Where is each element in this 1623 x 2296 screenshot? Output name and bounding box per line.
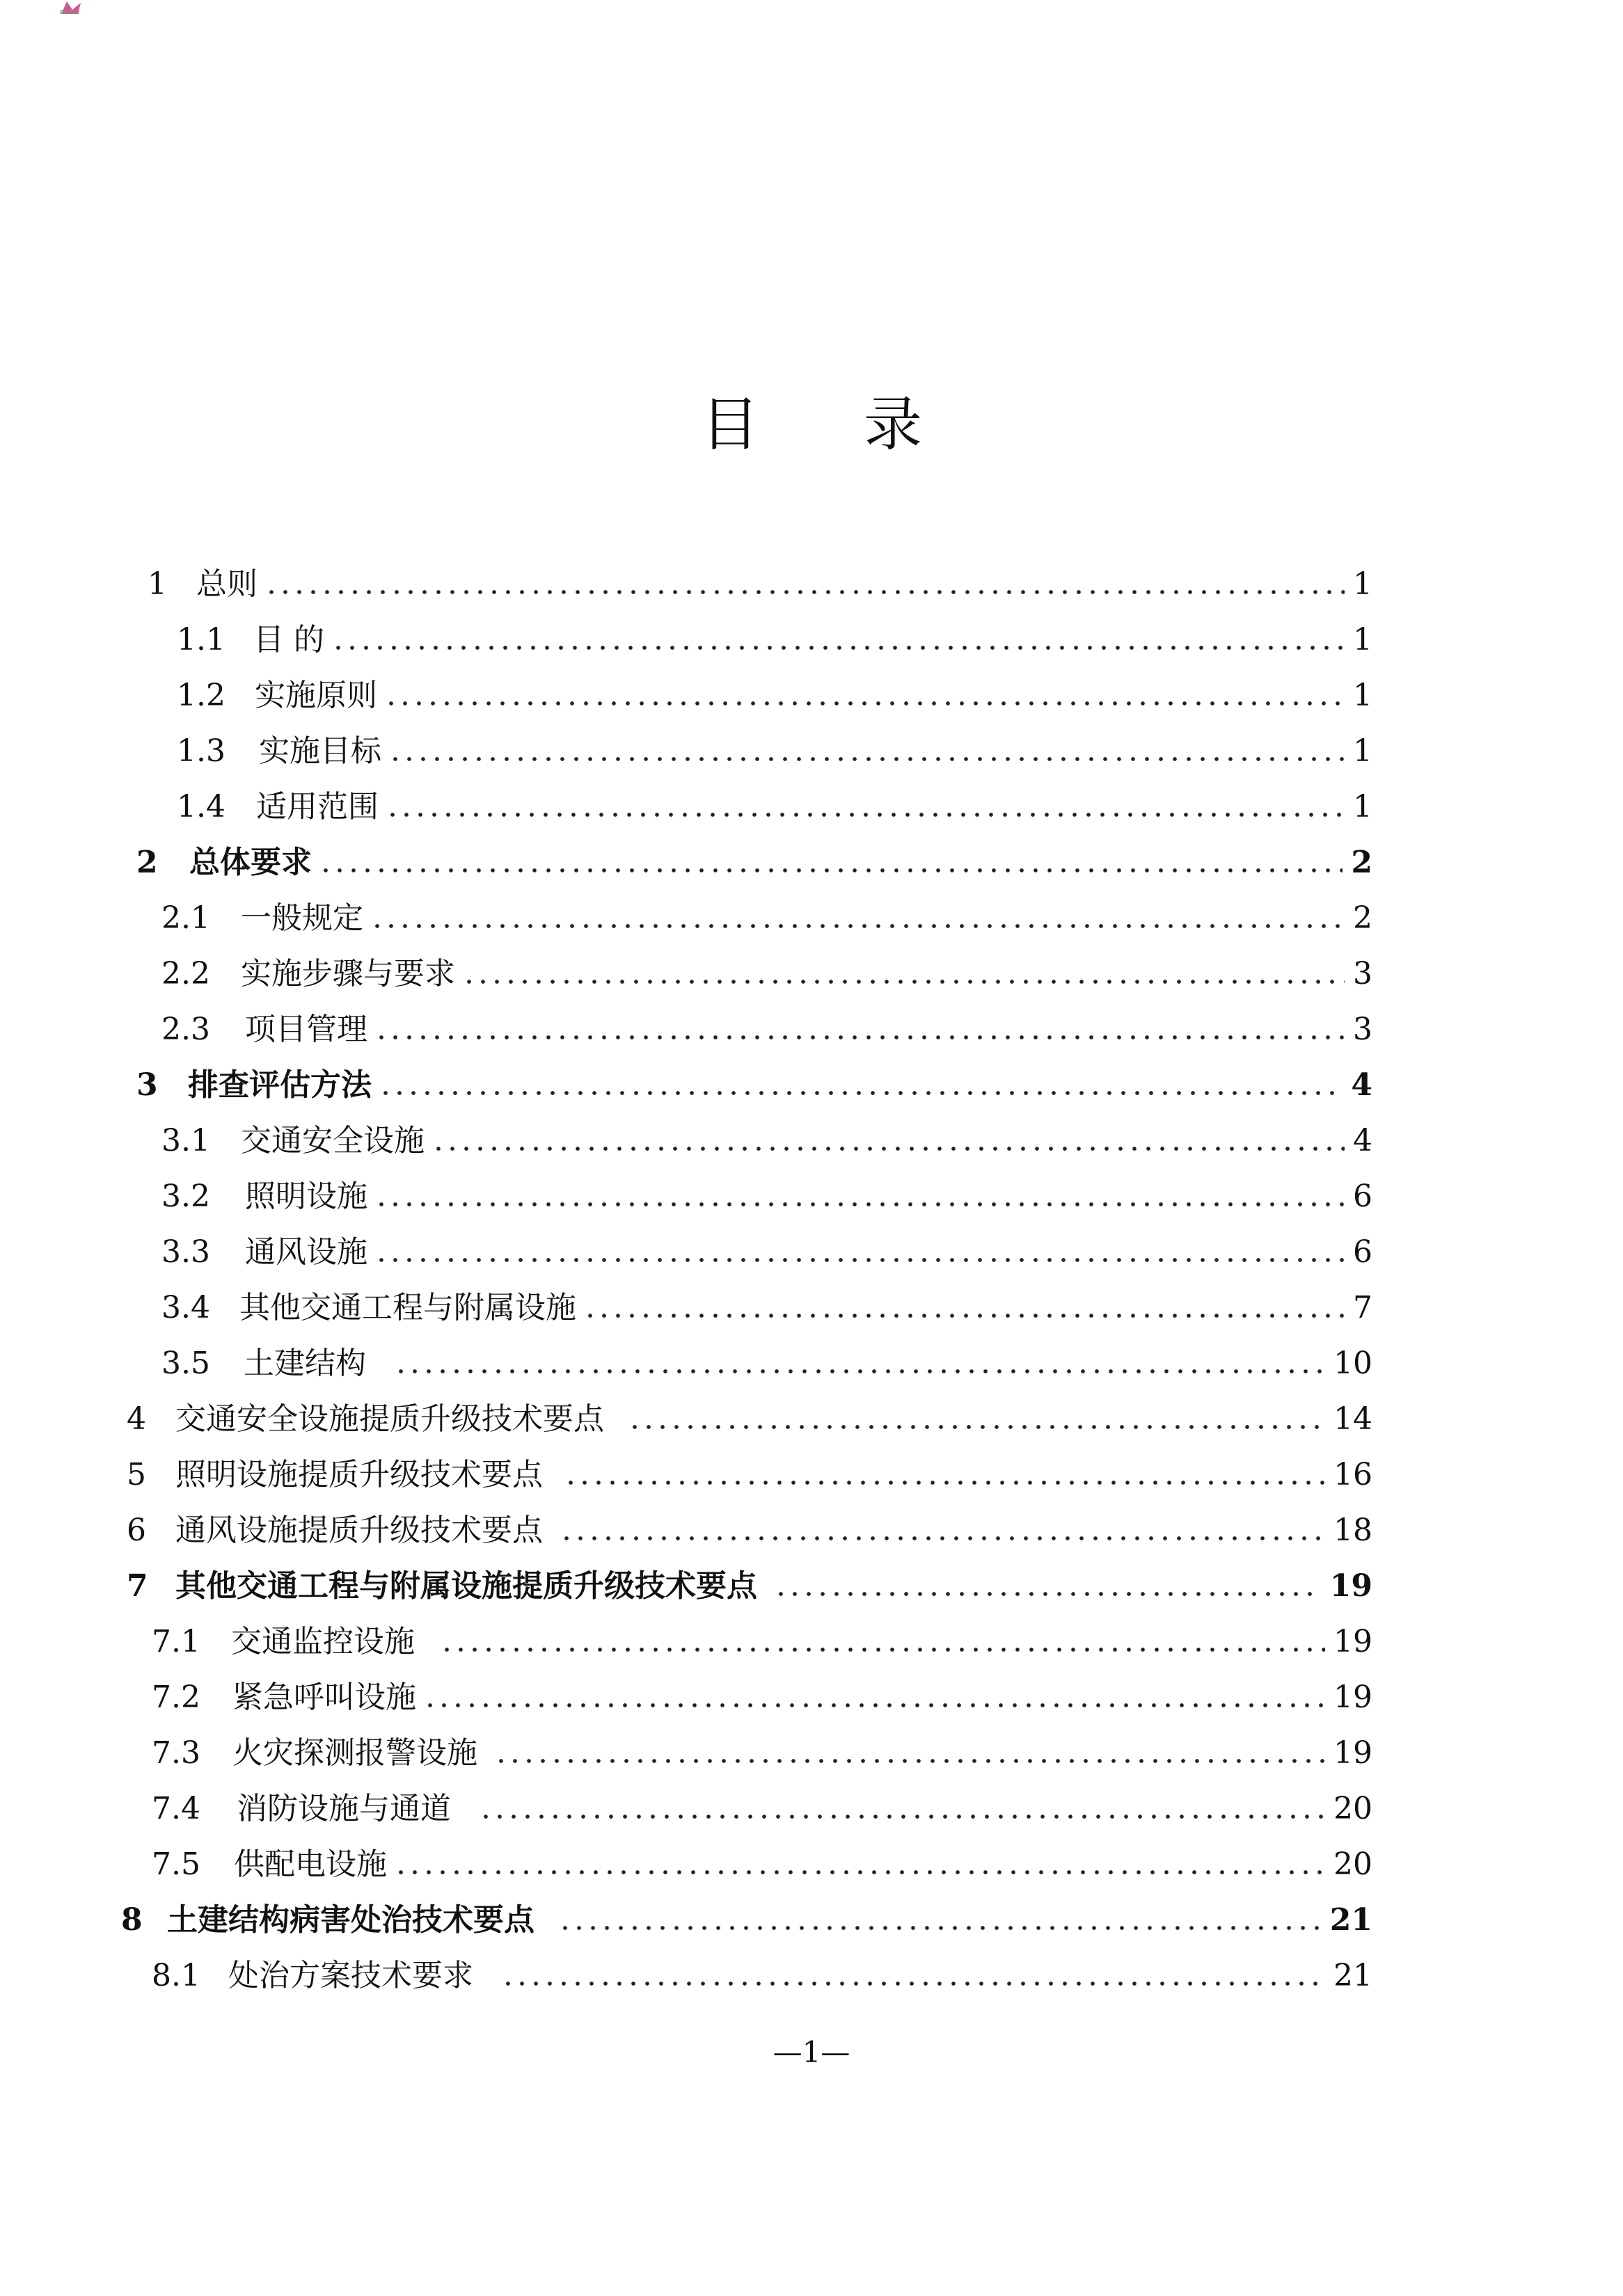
toc-leader-dots: [331, 644, 1345, 651]
toc-entry-page: 19: [1333, 1735, 1372, 1771]
toc-entry-number: 4: [127, 1401, 146, 1437]
toc-entry-number: 2.2: [161, 956, 210, 991]
toc-entry[interactable]: [127, 1454, 1372, 1496]
toc-entry-label: 火灾探测报警设施: [232, 1735, 477, 1771]
toc-entry[interactable]: [152, 1621, 1372, 1663]
toc-leader-dots: [432, 1145, 1345, 1152]
toc-entry-label: 总体要求: [189, 845, 312, 880]
toc-entry-label: 适用范围: [256, 789, 379, 824]
toc-entry-label: 排查评估方法: [188, 1067, 372, 1103]
toc-entry-number: 7.1: [152, 1624, 200, 1659]
toc-entry[interactable]: [161, 1231, 1372, 1273]
toc-entry-number: 3: [136, 1067, 158, 1103]
toc-entry-page: 3: [1353, 956, 1372, 991]
toc-entry-label: 其他交通工程与附属设施提质升级技术要点: [175, 1568, 757, 1604]
toc-entry[interactable]: [161, 1176, 1372, 1218]
toc-entry[interactable]: [161, 1343, 1372, 1385]
toc-entry-number: 7: [127, 1568, 148, 1604]
toc-entry-page: 16: [1333, 1457, 1372, 1492]
toc-entry-number: 7.4: [152, 1791, 200, 1826]
toc-entry-page: 3: [1353, 1012, 1372, 1047]
toc-entry-number: 7.5: [152, 1847, 200, 1882]
toc-entry-number: 7.2: [152, 1680, 200, 1715]
toc-leader-dots: [501, 1980, 1325, 1987]
toc-entry-label: 通风设施: [245, 1234, 367, 1270]
toc-entry[interactable]: [152, 1732, 1372, 1774]
toc-entry-number: 3.4: [161, 1290, 210, 1325]
toc-leader-dots: [423, 1702, 1325, 1709]
toc-entry-label: 其他交通工程与附属设施: [239, 1290, 576, 1325]
title-char-2: 录: [864, 390, 923, 459]
toc-entry-page: 2: [1351, 845, 1372, 880]
toc-leader-dots: [379, 1090, 1343, 1097]
toc-entry-number: 2.1: [161, 900, 210, 936]
toc-entry[interactable]: [136, 1065, 1372, 1106]
toc-entry-page: 1: [1353, 566, 1372, 602]
toc-entry-number: 3.1: [161, 1123, 210, 1158]
toc-entry-label: 交通监控设施: [231, 1624, 415, 1659]
toc-entry[interactable]: [161, 1120, 1372, 1162]
toc-entry[interactable]: [148, 564, 1372, 605]
toc-leader-dots: [583, 1312, 1345, 1319]
toc-entry[interactable]: [161, 953, 1372, 995]
toc-entry-label: 照明设施: [245, 1179, 367, 1214]
toc-leader-dots: [560, 1535, 1325, 1542]
toc-leader-dots: [384, 700, 1345, 707]
toc-leader-dots: [386, 811, 1345, 818]
toc-entry-page: 1: [1353, 622, 1372, 657]
toc-entry-label: 供配电设施: [234, 1847, 387, 1882]
toc-leader-dots: [494, 1757, 1325, 1764]
toc-leader-dots: [374, 1201, 1345, 1208]
toc-leader-dots: [564, 1479, 1325, 1486]
toc-leader-dots: [264, 589, 1345, 596]
toc-leader-dots: [628, 1424, 1325, 1430]
title-char-1: 目: [700, 390, 759, 459]
toc-entry[interactable]: [152, 1955, 1372, 1997]
toc-entry-label: 交通安全设施提质升级技术要点: [175, 1401, 604, 1437]
toc-entry-label: 处治方案技术要求: [228, 1958, 473, 1993]
toc-entry-page: 21: [1329, 1902, 1372, 1938]
toc-entry-label: 紧急呼叫设施: [232, 1680, 416, 1715]
toc-leader-dots: [462, 978, 1345, 985]
toc-entry-number: 1.1: [177, 622, 225, 657]
toc-entry[interactable]: [127, 1510, 1372, 1552]
toc-entry-label: 通风设施提质升级技术要点: [175, 1513, 543, 1548]
toc-leader-dots: [394, 1368, 1325, 1375]
toc-entry-number: 3.3: [161, 1234, 210, 1270]
toc-leader-dots: [394, 1869, 1325, 1876]
toc-entry-number: 1.2: [177, 678, 225, 713]
toc-entry-label: 实施目标: [259, 733, 381, 769]
toc-entry-label: 项目管理: [245, 1012, 367, 1047]
toc-entry[interactable]: [152, 1844, 1372, 1886]
toc-entry-number: 3.2: [161, 1179, 210, 1214]
toc-entry-page: 1: [1353, 789, 1372, 824]
toc-entry[interactable]: [177, 731, 1372, 772]
toc-entry-number: 1.3: [177, 733, 225, 769]
toc-entry[interactable]: [121, 1899, 1372, 1941]
toc-entry[interactable]: [127, 1398, 1372, 1440]
toc-entry-label: 照明设施提质升级技术要点: [175, 1457, 543, 1492]
toc-entry-page: 1: [1353, 678, 1372, 713]
toc-leader-dots: [440, 1646, 1325, 1653]
toc-entry-page: 7: [1353, 1290, 1372, 1325]
toc-entry-label: 土建结构病害处治技术要点: [167, 1902, 535, 1938]
toc-entry-page: 1: [1353, 733, 1372, 769]
toc-entry-number: 3.5: [161, 1346, 210, 1381]
toc-entry[interactable]: [161, 898, 1372, 939]
toc-entry-label: 交通安全设施: [241, 1123, 425, 1158]
toc-entry[interactable]: [161, 1287, 1372, 1329]
toc-entry-number: 2: [136, 845, 158, 880]
toc-entry[interactable]: [127, 1565, 1372, 1607]
toc-leader-dots: [558, 1924, 1322, 1931]
toc-entry-number: 5: [127, 1457, 146, 1492]
toc-entry-page: 2: [1353, 900, 1372, 936]
toc-entry-label: 总则: [196, 566, 258, 602]
toc-entry-page: 21: [1333, 1958, 1372, 1993]
toc-entry-page: 10: [1333, 1346, 1372, 1381]
toc-entry-page: 19: [1333, 1680, 1372, 1715]
toc-entry-page: 6: [1353, 1179, 1372, 1214]
toc-entry-number: 8: [121, 1902, 143, 1938]
toc-entry[interactable]: [177, 675, 1372, 717]
toc-entry-number: 7.3: [152, 1735, 200, 1771]
toc-leader-dots: [388, 756, 1345, 763]
toc-leader-dots: [370, 923, 1345, 930]
toc-entry[interactable]: [177, 619, 1372, 661]
toc-entry-number: 1: [148, 566, 167, 602]
toc-entry-page: 6: [1353, 1234, 1372, 1270]
toc-leader-dots: [774, 1591, 1322, 1597]
toc-entry-label: 目 的: [253, 622, 324, 657]
toc-entry[interactable]: [161, 1009, 1372, 1051]
toc-leader-dots: [374, 1034, 1345, 1041]
page-number-footer: —1—: [773, 2035, 850, 2069]
toc-entry[interactable]: [177, 786, 1372, 828]
toc-entry-label: 消防设施与通道: [237, 1791, 451, 1826]
toc-entry-number: 6: [127, 1513, 146, 1548]
toc-entry-label: 一般规定: [241, 900, 363, 936]
toc-entry-number: 1.4: [177, 789, 225, 824]
toc-entry-number: 2.3: [161, 1012, 210, 1047]
toc-entry-page: 18: [1333, 1513, 1372, 1548]
toc-entry[interactable]: [152, 1677, 1372, 1719]
toc-entry[interactable]: [152, 1788, 1372, 1830]
toc-leader-dots: [479, 1813, 1325, 1820]
toc-entry[interactable]: [136, 842, 1372, 884]
toc-entry-page: 14: [1333, 1401, 1372, 1437]
toc-entry-label: 土建结构: [244, 1346, 366, 1381]
toc-leader-dots: [319, 867, 1343, 874]
toc-entry-page: 19: [1333, 1624, 1372, 1659]
toc-leader-dots: [374, 1257, 1345, 1263]
toc-entry-label: 实施步骤与要求: [241, 956, 455, 991]
toc-entry-page: 4: [1351, 1067, 1372, 1103]
toc-entry-page: 20: [1333, 1791, 1372, 1826]
toc-entry-number: 8.1: [152, 1958, 200, 1993]
toc-entry-page: 20: [1333, 1847, 1372, 1882]
toc-entry-page: 4: [1353, 1123, 1372, 1158]
toc-entry-page: 19: [1329, 1568, 1372, 1604]
toc-entry-label: 实施原则: [255, 678, 377, 713]
